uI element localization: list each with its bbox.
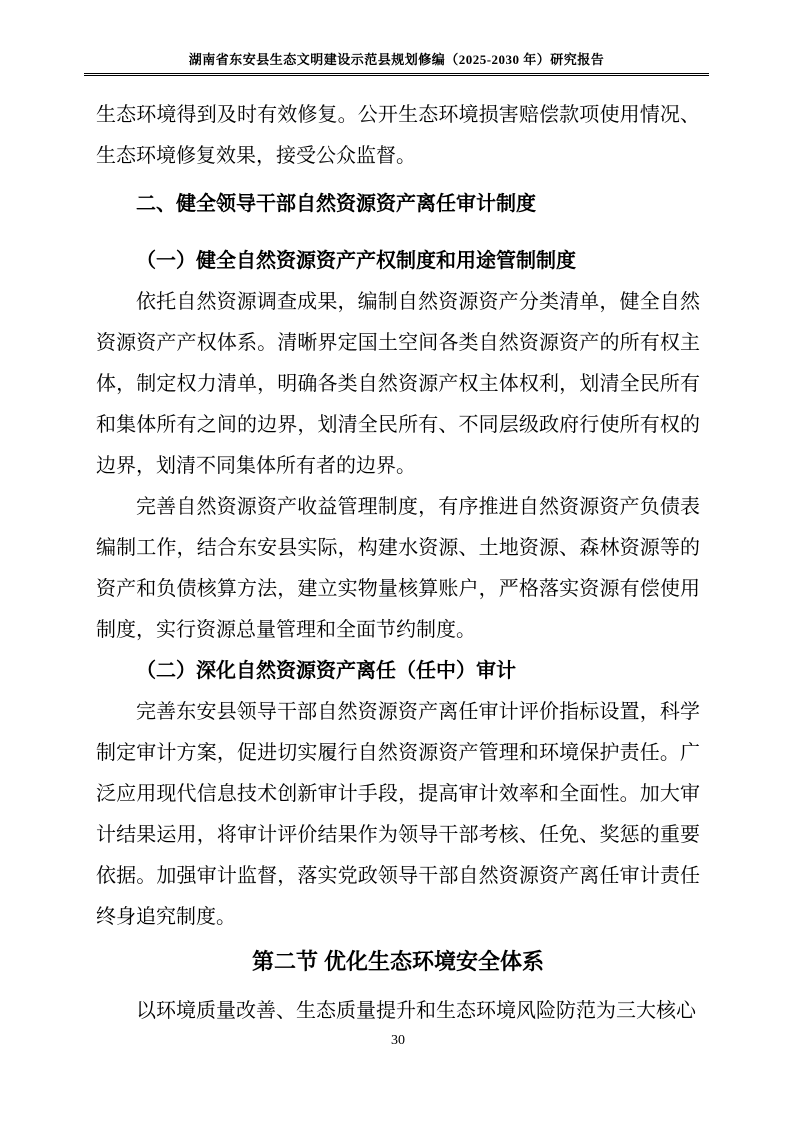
page-footer <box>96 1031 700 1051</box>
header-title: 湖南省东安县生态文明建设示范县规划修编（2025-2030 年）研究报告 <box>188 52 605 67</box>
sub-heading-property-rights: （一）健全自然资源资产产权制度和用途管制制度 <box>136 250 576 272</box>
section-heading-eco-security: 第二节 优化生态环境安全体系 <box>251 949 545 974</box>
body-paragraph-property-rights: 依托自然资源调查成果，编制自然资源资产分类清单，健全自然资源资产产权体系。清晰界定国土空间各类自然资源资产的所有权主体，制定权力清单，明确各类自然资源产权主体权利，划清全民所有和集体所有之间的边界，划清全民所有、不同层级政府行使所有权的边界，划清不同集体所有者的边界。 <box>96 291 700 477</box>
page-number: 30 <box>391 1033 405 1048</box>
body-paragraph-eco-security-intro: 以环境质量改善、生态质量提升和生态环境风险防范为三大核心 <box>136 1000 696 1022</box>
body-paragraph-balance-sheet: 完善自然资源资产收益管理制度，有序推进自然资源资产负债表编制工作，结合东安县实际，构建水资源、土地资源、森林资源等的资产和负债核算方法，建立实物量核算账户，严格落实资源有偿使用制度，实行资源总量管理和全面节约制度。 <box>96 496 700 641</box>
document-body <box>96 95 700 1032</box>
numbered-heading-audit-system: 二、健全领导干部自然资源资产离任审计制度 <box>136 193 536 215</box>
body-paragraph-audit-evaluation: 完善东安县领导干部自然资源资产离任审计评价指标设置，科学制定审计方案，促进切实履行自然资源资产管理和环境保护责任。广泛应用现代信息技术创新审计手段，提高审计效率和全面性。加大审计结果运用，将审计评价结果作为领导干部考核、任免、奖惩的重要依据。加强审计监督，落实党政领导干部自然资源资产离任审计责任终身追究制度。 <box>96 701 700 928</box>
sub-heading-departure-audit: （二）深化自然资源资产离任（任中）审计 <box>136 660 516 682</box>
continued-paragraph: 生态环境得到及时有效修复。公开生态环境损害赔偿款项使用情况、生态环境修复效果，接受公众监督。 <box>96 104 700 167</box>
page-header <box>84 52 709 76</box>
